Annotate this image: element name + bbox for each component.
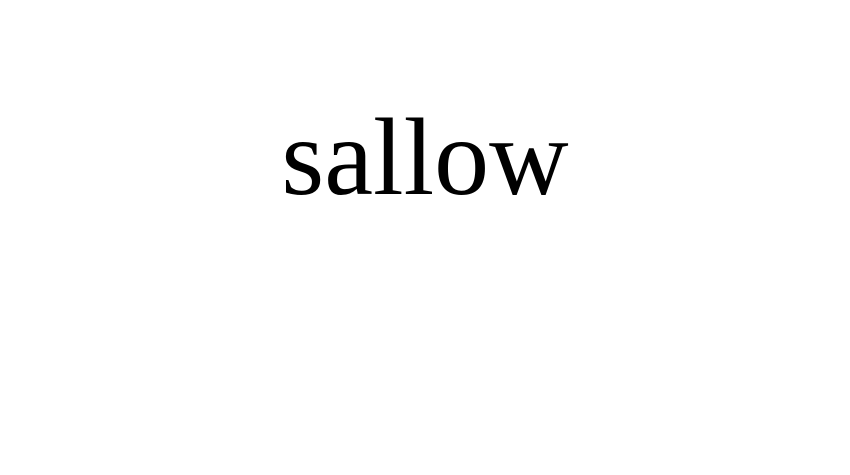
display-word: sallow xyxy=(281,96,569,218)
